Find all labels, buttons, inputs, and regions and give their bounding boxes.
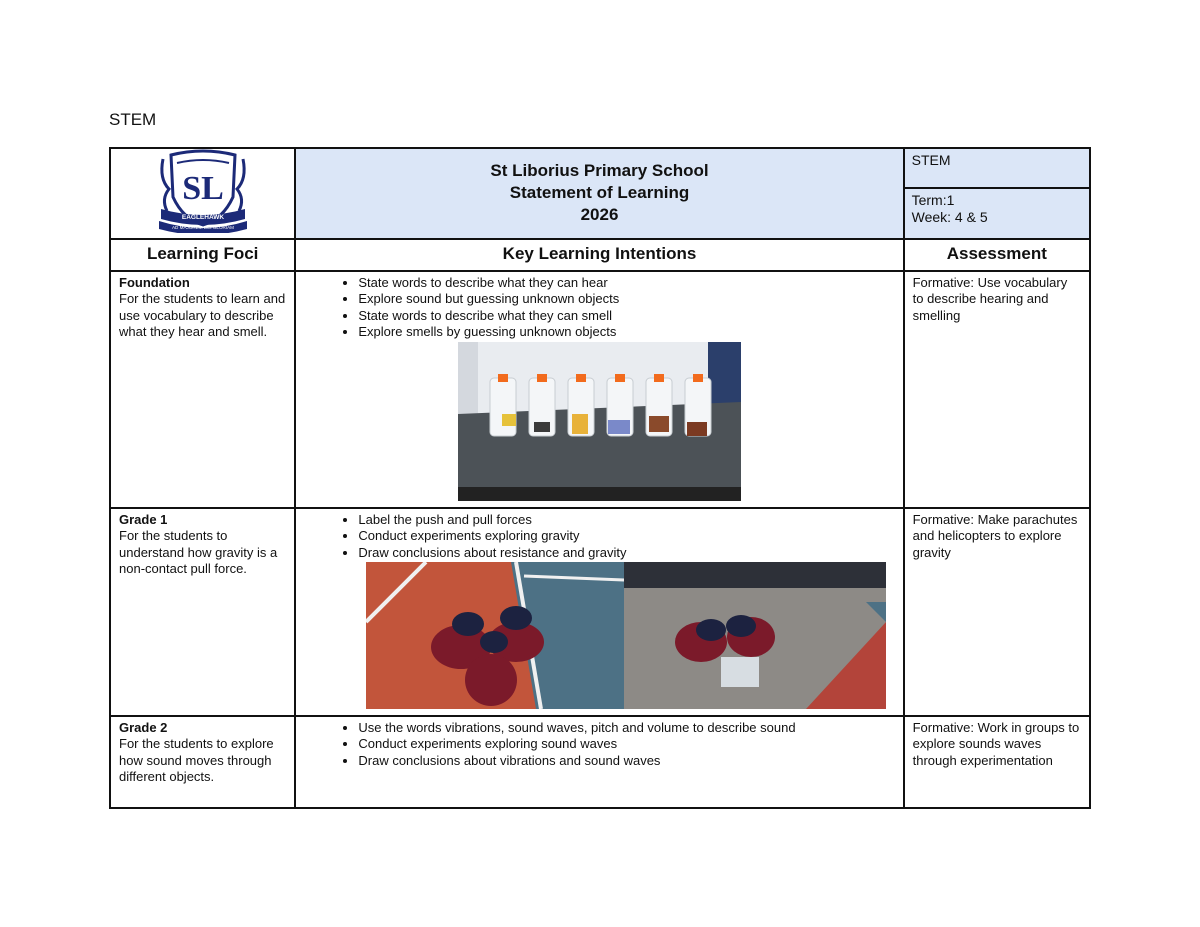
list-item: • Explore smells by guessing unknown objects [358, 324, 902, 341]
focus-text: For the students to understand how gravity is a non-contact pull force. [119, 528, 278, 576]
svg-text:SL: SL [181, 170, 224, 207]
learning-focus-cell [110, 716, 295, 808]
intentions-list [296, 720, 902, 770]
list-item: • Conduct experiments exploring gravity [358, 528, 902, 545]
assessment-cell: Formative: Use vocabulary to describe hearing and smelling [904, 271, 1090, 508]
learning-focus-cell [110, 271, 295, 508]
assessment-header: Assessment [904, 239, 1090, 271]
students-experiment-photo [366, 562, 886, 709]
header-row [110, 239, 1090, 271]
grade-label: Grade 2 [119, 719, 168, 735]
bottles-on-table-photo [458, 342, 741, 501]
subject-label: STEM [911, 152, 951, 168]
list-item: • Draw conclusions about resistance and gravity [358, 545, 902, 562]
assessment-cell: Formative: Make parachutes and helicopters to explore gravity [904, 508, 1090, 716]
title-row [110, 148, 1090, 188]
list-item: • Draw conclusions about vibrations and sound waves [358, 753, 902, 770]
intentions-cell [295, 271, 903, 508]
intentions-list [296, 512, 902, 562]
title-cell [295, 148, 903, 239]
school-crest-logo [153, 149, 253, 233]
list-item: • Conduct experiments exploring sound waves [358, 736, 902, 753]
term-label: Term:1 [911, 192, 955, 209]
focus-text: For the students to explore how sound moves through different objects. [119, 736, 274, 784]
learning-focus-cell [110, 508, 295, 716]
table-row [110, 716, 1090, 808]
document-title: Statement of Learning [509, 183, 690, 203]
subject-cell [904, 148, 1090, 188]
intentions-list [296, 275, 902, 341]
term-week-cell [904, 188, 1090, 238]
list-item: • Explore sound but guessing unknown objects [358, 291, 902, 308]
list-item: • State words to describe what they can smell [358, 308, 902, 325]
svg-text:EAGLEHAWK: EAGLEHAWK [181, 214, 224, 221]
list-item: • State words to describe what they can hear [358, 275, 902, 292]
learning-foci-header: Learning Foci [110, 239, 295, 271]
table-row [110, 508, 1090, 716]
grade-label: Grade 1 [119, 511, 168, 527]
key-learning-intentions-header: Key Learning Intentions [295, 239, 903, 271]
logo-cell [110, 148, 295, 239]
table-row [110, 271, 1090, 508]
intentions-cell [295, 508, 903, 716]
intentions-cell [295, 716, 903, 808]
list-item: • Use the words vibrations, sound waves, pitch and volume to describe sound [358, 720, 902, 737]
list-item: • Label the push and pull forces [358, 512, 902, 529]
statement-of-learning-table [109, 147, 1091, 809]
page-heading: STEM [109, 110, 157, 129]
assessment-cell: Formative: Work in groups to explore sounds waves through experimentation [904, 716, 1090, 808]
document-year: 2026 [580, 205, 619, 225]
grade-label: Foundation [119, 274, 190, 290]
focus-text: For the students to learn and use vocabulary to describe what they hear and smell. [119, 291, 286, 339]
svg-text:AD MAJOREM DEI GLORIAM: AD MAJOREM DEI GLORIAM [171, 225, 234, 230]
week-label: Week: 4 & 5 [911, 209, 988, 226]
school-name: St Liborius Primary School [490, 161, 709, 181]
